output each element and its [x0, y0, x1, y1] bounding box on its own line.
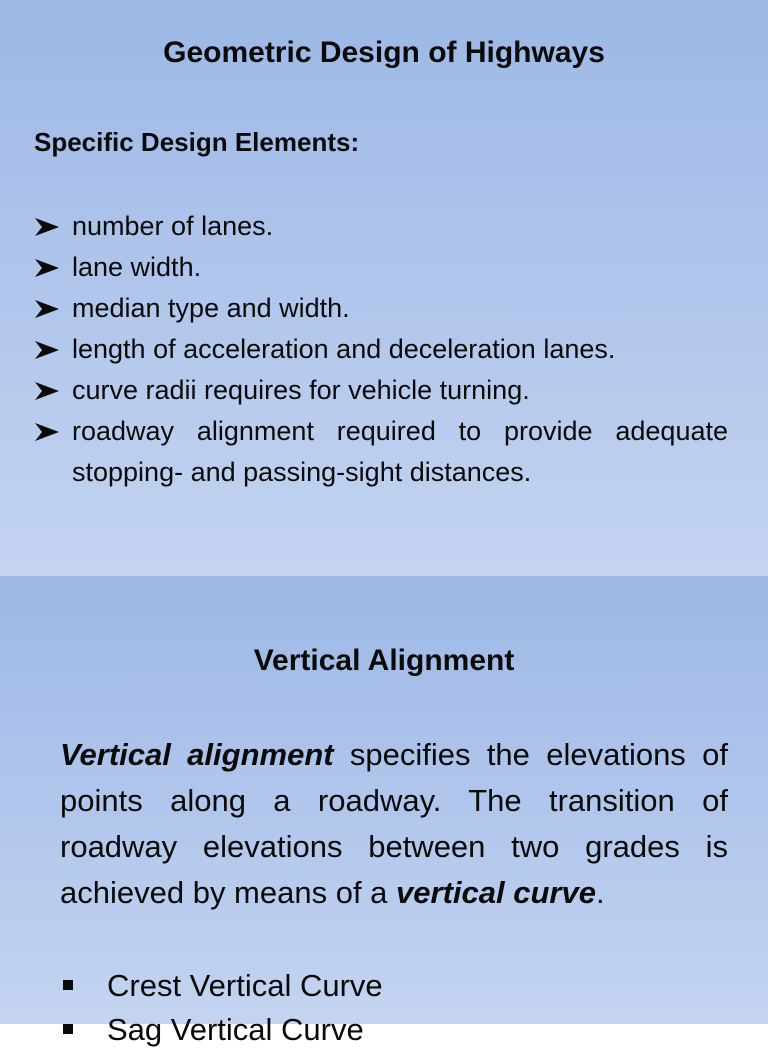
list-item: [34, 329, 728, 370]
defined-term-2: vertical curve: [396, 875, 596, 910]
list-item-text: Sag Vertical Curve: [107, 1012, 364, 1047]
arrowhead-bullet-icon: [34, 217, 60, 237]
definition-paragraph: [60, 732, 728, 916]
defined-term: Vertical alignment: [60, 737, 334, 772]
list-item-text: curve radii requires for vehicle turning.: [72, 375, 530, 405]
list-item: [34, 370, 728, 411]
slide-title: Vertical Alignment: [253, 644, 515, 677]
list-item: [34, 247, 728, 288]
slide-vertical-alignment: [0, 576, 768, 1047]
list-item-text: median type and width.: [72, 293, 350, 323]
list-item-text: number of lanes.: [72, 211, 274, 241]
paragraph-text: specifies the elevations of points along a roadway. The transition of roadway elevations between two grades is achieved by means of a: [60, 737, 728, 910]
list-item-text: lane width.: [72, 252, 202, 282]
arrowhead-bullet-icon: [34, 381, 60, 401]
arrowhead-bullet-icon: [34, 299, 60, 319]
arrowhead-bullet-icon: [34, 340, 60, 360]
list-item: [34, 206, 728, 247]
list-item-text: length of acceleration and deceleration lanes.: [72, 334, 616, 364]
list-item: [60, 964, 383, 1008]
list-item: [60, 1008, 383, 1052]
paragraph-end: .: [595, 875, 605, 910]
arrowhead-bullet-icon: [34, 422, 60, 442]
curve-types-list: [60, 964, 383, 1052]
list-item: [34, 288, 728, 329]
slide-title: Geometric Design of Highways: [163, 36, 605, 69]
design-elements-list: [34, 206, 728, 493]
arrowhead-bullet-icon: [34, 258, 60, 278]
list-item-text: roadway alignment required to provide adequate stopping- and passing-sight distances.: [72, 416, 728, 487]
square-bullet-icon: [63, 980, 73, 990]
list-item-text: Crest Vertical Curve: [107, 968, 383, 1003]
square-bullet-icon: [63, 1024, 73, 1034]
list-item: [34, 411, 728, 493]
section-subheading: Specific Design Elements:: [34, 127, 360, 157]
